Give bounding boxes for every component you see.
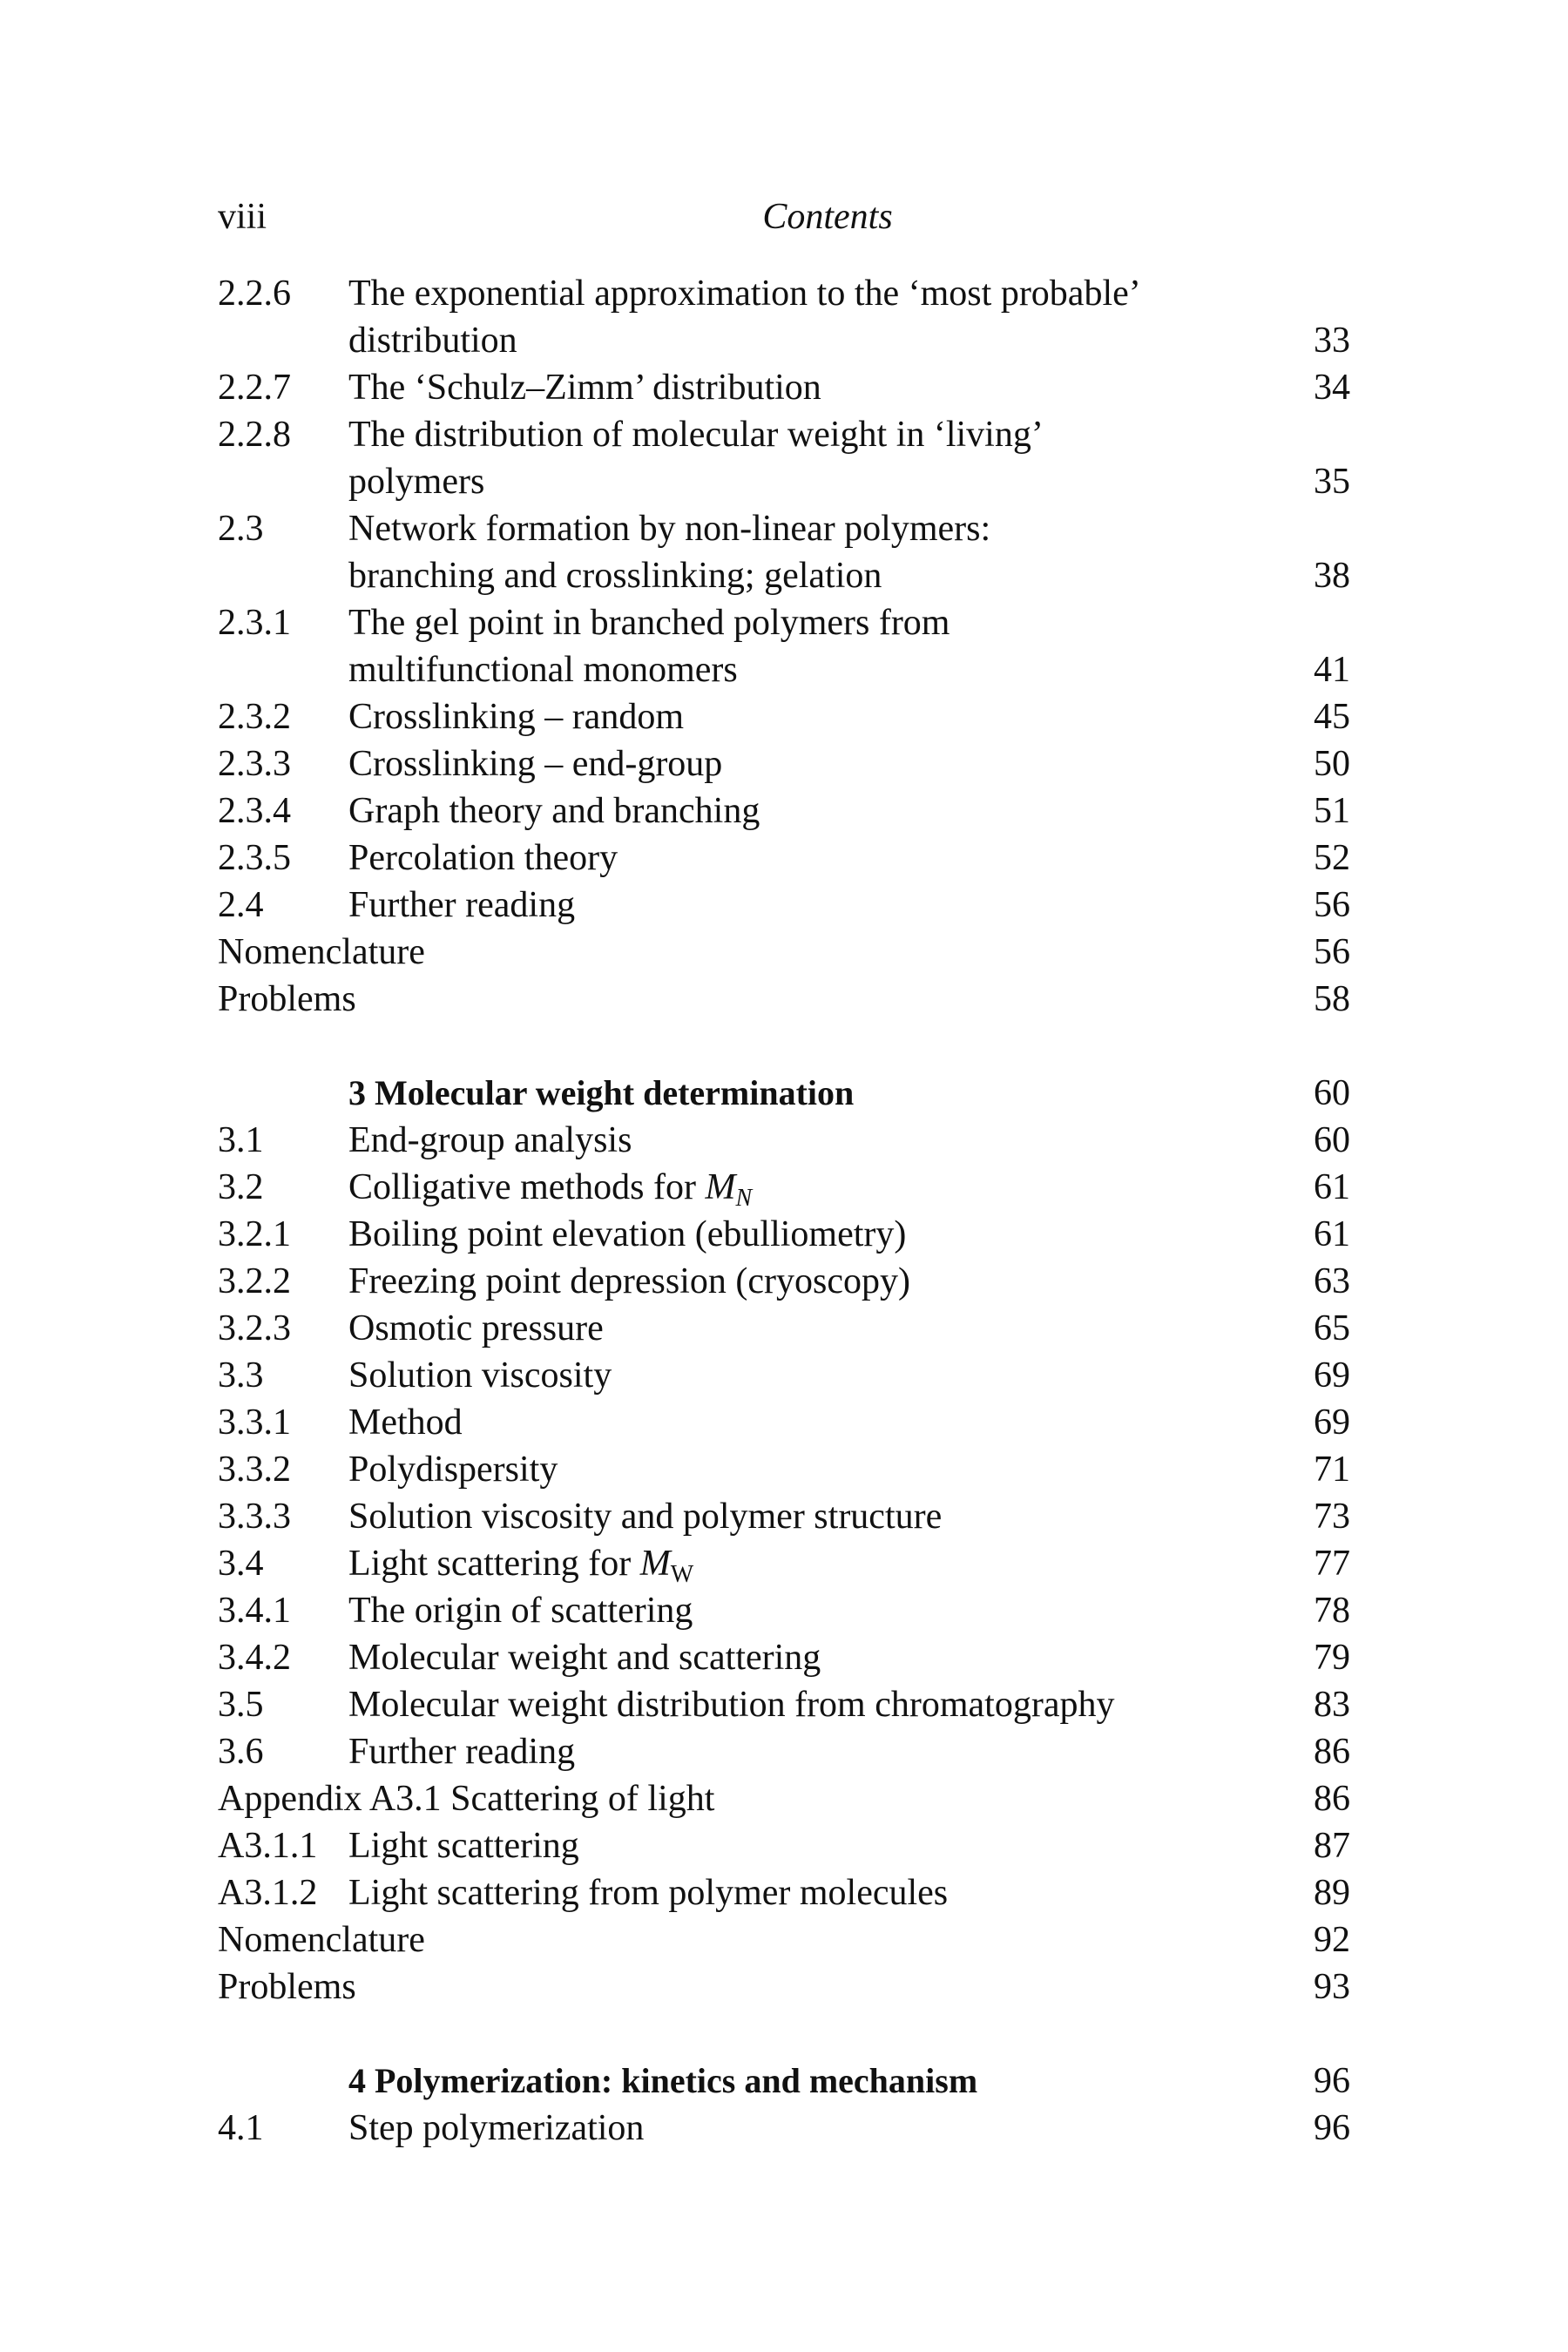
entry-title-text: Freezing point depression (cryoscopy) [348,1261,910,1301]
entry-title [348,1117,632,1164]
entry-title [348,1164,752,1215]
page-ref: 38 [1314,556,1350,596]
math-subscript: W [670,1561,694,1588]
entry-title-text: The origin of scattering [348,1591,693,1631]
toc-entry [218,1916,1350,1963]
toc-entry [218,1258,1350,1305]
section-number: 3.2.2 [218,1261,291,1301]
toc-entry [218,1117,1350,1164]
entry-title [218,1963,356,2011]
entry-title [348,1728,575,1775]
toc-entry [218,1305,1350,1352]
entry-title [348,2058,977,2105]
entry-title-text: Light scattering from polymer molecules [348,1873,949,1913]
toc-entry [218,1352,1350,1399]
section-number: 2.3.2 [218,697,291,737]
entry-title-text: distribution [348,321,517,361]
page-ref: 65 [1314,1308,1350,1348]
entry-title [348,458,484,505]
page-ref: 77 [1314,1544,1350,1584]
page-ref: 96 [1314,2061,1350,2101]
entry-title-text: Further reading [348,1732,576,1772]
entry-title-text: Crosslinking – end-group [348,744,723,784]
toc-entry [218,1728,1350,1775]
entry-title [348,364,821,411]
entry-title [348,552,882,599]
section-number: 2.2.7 [218,368,291,408]
toc-entry [218,1211,1350,1258]
entry-title [348,1352,612,1399]
entry-title [348,1869,948,1916]
entry-title-text: Further reading [348,885,576,925]
toc-entry [218,929,1350,976]
toc-entry [218,693,1350,740]
math-subscript: N [735,1185,753,1212]
page-ref: 41 [1314,650,1350,690]
page-ref: 61 [1314,1167,1350,1207]
page-ref: 89 [1314,1873,1350,1913]
entry-title [348,1587,693,1634]
table-of-contents [218,270,1350,2152]
toc-entry [218,1540,1350,1587]
toc-entry [218,976,1350,1023]
section-number: 3.4.2 [218,1638,291,1678]
entry-title-text: 3 Molecular weight determination [348,1073,855,1112]
page-ref: 63 [1314,1261,1350,1301]
page-ref: 56 [1314,885,1350,925]
section-number: 3.3.3 [218,1497,291,1537]
toc-entry [218,1634,1350,1681]
entry-title-text: End-group analysis [348,1120,632,1160]
toc-entry [218,1587,1350,1634]
chapter-heading [218,2058,1350,2105]
section-number: 2.3.5 [218,838,291,878]
page-ref: 50 [1314,744,1350,784]
toc-entry [218,411,1350,458]
section-number: 2.2.6 [218,274,291,314]
entry-title-text: 4 Polymerization: kinetics and mechanism [348,2061,978,2100]
page-ref: 69 [1314,1355,1350,1396]
toc-entry [218,740,1350,787]
page-ref: 79 [1314,1638,1350,1678]
section-number: 3.1 [218,1120,264,1160]
entry-title [348,740,722,787]
entry-title [348,1446,558,1493]
toc-entry [218,1493,1350,1540]
entry-title-text: Colligative methods for [348,1167,706,1207]
entry-title [218,929,425,976]
toc-entry [218,317,1350,364]
entry-title [348,1258,910,1305]
entry-title [348,835,618,882]
entry-title-text: Graph theory and branching [348,791,760,831]
entry-title-text: The ‘Schulz–Zimm’ distribution [348,368,821,408]
entry-title-text: Light scattering for [348,1544,640,1584]
entry-title [348,599,950,646]
page-ref: 71 [1314,1450,1350,1490]
toc-entry [218,1164,1350,1211]
toc-entry [218,1775,1350,1822]
section-number: 3.2.3 [218,1308,291,1348]
section-number: 2.3.4 [218,791,291,831]
entry-title-text: Network formation by non-linear polymers: [348,509,991,549]
entry-title [348,787,760,835]
toc-entry [218,1681,1350,1728]
entry-title-text: Appendix A3.1 Scattering of light [218,1779,715,1819]
entry-title [348,1681,1114,1728]
entry-title-text: Step polymerization [348,2108,645,2148]
entry-title-text: Molecular weight and scattering [348,1638,821,1678]
entry-title-text: Crosslinking – random [348,697,684,737]
page-ref: 34 [1314,368,1350,408]
entry-title [218,1916,425,1963]
page-number: viii [218,197,267,237]
entry-title-text: Osmotic pressure [348,1308,604,1348]
math-symbol: M [705,1167,736,1207]
page-ref: 86 [1314,1732,1350,1772]
math-symbol: M [639,1544,671,1584]
section-number: 3.3 [218,1355,264,1396]
section-number: 2.3 [218,509,264,549]
toc-entry [218,2105,1350,2152]
entry-title-text: Percolation theory [348,838,618,878]
section-number: 4.1 [218,2108,264,2148]
entry-title-text: Light scattering [348,1826,579,1866]
entry-title [348,1305,604,1352]
entry-title-text: Molecular weight distribution from chromatography [348,1685,1115,1725]
toc-entry [218,1869,1350,1916]
page-ref: 93 [1314,1967,1350,2007]
page-ref: 33 [1314,321,1350,361]
section-number: 2.3.3 [218,744,291,784]
running-title: Contents [762,197,893,237]
entry-title [348,1399,463,1446]
page-ref: 60 [1314,1120,1350,1160]
toc-entry [218,270,1350,317]
toc-entry [218,552,1350,599]
toc-entry [218,1399,1350,1446]
section-number: 3.4 [218,1544,264,1584]
toc-entry [218,787,1350,835]
entry-title [348,693,684,740]
entry-title [348,1070,854,1117]
entry-title [348,1634,821,1681]
entry-title-text: Polydispersity [348,1450,558,1490]
entry-title [348,1822,579,1869]
entry-title-text: The distribution of molecular weight in ‘living’ [348,415,1044,455]
chapter-heading [218,1070,1350,1117]
toc-entry [218,1963,1350,2011]
running-head [218,196,1350,245]
toc-entry [218,505,1350,552]
page-ref: 92 [1314,1920,1350,1960]
entry-title [348,505,990,552]
entry-title-text: branching and crosslinking; gelation [348,556,882,596]
entry-title [348,646,738,693]
page-ref: 51 [1314,791,1350,831]
toc-entry [218,364,1350,411]
entry-title [348,270,1141,317]
page-ref: 78 [1314,1591,1350,1631]
entry-title-text: Solution viscosity and polymer structure [348,1497,943,1537]
entry-title-text: multifunctional monomers [348,650,738,690]
toc-entry [218,599,1350,646]
entry-title [348,1540,693,1592]
section-number: 3.2 [218,1167,264,1207]
page-ref: 83 [1314,1685,1350,1725]
section-gap [218,2011,1350,2058]
page-ref: 58 [1314,979,1350,1019]
page-ref: 60 [1314,1073,1350,1113]
toc-entry [218,882,1350,929]
section-number: 2.3.1 [218,603,291,643]
section-gap [218,1023,1350,1070]
entry-title [218,1775,714,1822]
toc-entry [218,1822,1350,1869]
page-ref: 61 [1314,1214,1350,1254]
page-ref: 96 [1314,2108,1350,2148]
page-ref: 69 [1314,1402,1350,1443]
entry-title [348,2105,644,2152]
entry-title [348,1493,942,1540]
section-number: 3.3.2 [218,1450,291,1490]
entry-title-text: The gel point in branched polymers from [348,603,950,643]
entry-title-text: Nomenclature [218,932,425,972]
toc-entry [218,458,1350,505]
entry-title-text: Solution viscosity [348,1355,612,1396]
entry-title-text: polymers [348,462,485,502]
page-ref: 35 [1314,462,1350,502]
section-number: A3.1.2 [218,1873,318,1913]
section-number: 3.2.1 [218,1214,291,1254]
toc-entry [218,835,1350,882]
page-ref: 56 [1314,932,1350,972]
entry-title-text: The exponential approximation to the ‘most probable’ [348,274,1141,314]
section-number: 3.4.1 [218,1591,291,1631]
entry-title [348,411,1044,458]
entry-title-text: Nomenclature [218,1920,425,1960]
section-number: 3.6 [218,1732,264,1772]
entry-title [348,317,517,364]
section-number: 3.3.1 [218,1402,291,1443]
toc-entry [218,1446,1350,1493]
page-ref: 87 [1314,1826,1350,1866]
entry-title [348,882,575,929]
entry-title [218,976,356,1023]
page-ref: 45 [1314,697,1350,737]
section-number: A3.1.1 [218,1826,318,1866]
section-number: 2.2.8 [218,415,291,455]
toc-entry [218,646,1350,693]
entry-title-text: Problems [218,979,356,1019]
entry-title [348,1211,906,1258]
entry-title-text: Method [348,1402,463,1443]
section-number: 2.4 [218,885,264,925]
page-ref: 73 [1314,1497,1350,1537]
section-number: 3.5 [218,1685,264,1725]
entry-title-text: Problems [218,1967,356,2007]
page-ref: 52 [1314,838,1350,878]
page-ref: 86 [1314,1779,1350,1819]
entry-title-text: Boiling point elevation (ebulliometry) [348,1214,907,1254]
